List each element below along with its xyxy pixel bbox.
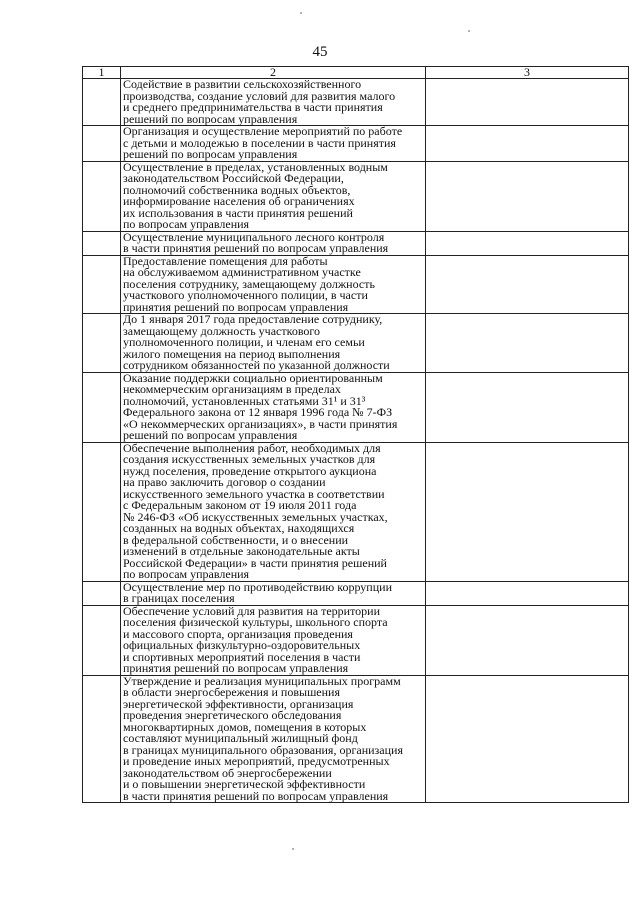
row-number-cell (83, 79, 121, 126)
power-description-cell (121, 675, 426, 803)
description-line: участкового уполномоченного полиции, в части (123, 288, 368, 302)
description-line: в границах муниципального образования, организация (123, 742, 403, 757)
description-line: решений по вопросам управления (123, 428, 298, 442)
power-description (123, 79, 423, 125)
notes-cell (426, 79, 629, 126)
power-description (123, 603, 423, 675)
description-line: Организация и осуществление мероприятий по работе (123, 124, 403, 138)
column-header-2: 2 (121, 67, 426, 79)
notes-cell (426, 442, 629, 581)
power-description (123, 159, 423, 231)
description-line: законодательством об энергосбережении (123, 765, 332, 780)
description-line: на право заключить договор о создании (123, 475, 326, 489)
description-line: по вопросам управления (123, 217, 250, 231)
description-line: Оказание поддержки социально ориентированным (123, 370, 383, 385)
notes-cell (426, 581, 629, 605)
column-header-1: 1 (83, 67, 121, 79)
description-line: в части принятия решений по вопросам управления (123, 241, 389, 255)
description-line: решений по вопросам управления (123, 111, 298, 126)
description-line: энергетической эффективности, организация (123, 696, 354, 711)
power-description-cell (121, 126, 426, 162)
description-line: в границах поселения (123, 591, 235, 605)
notes-cell (426, 126, 629, 162)
description-line: и проведение иных мероприятий, предусмотренных (123, 754, 390, 768)
description-line: Содействие в развитии сельскохозяйственного (123, 77, 362, 91)
table-row (83, 442, 629, 581)
page-number: 45 (312, 44, 328, 60)
power-description-cell (121, 79, 426, 126)
description-line: решений по вопросам управления (123, 147, 298, 161)
description-line: полномочий, установленных статьями 31¹ и 31³ (123, 393, 366, 408)
power-description-cell (121, 231, 426, 255)
table-row (83, 126, 629, 162)
description-line: в федеральной собственности, и о внесении (123, 532, 349, 547)
row-number-cell (83, 605, 121, 675)
table-row (83, 314, 629, 373)
description-line: До 1 января 2017 года предоставление сотруднику, (123, 312, 383, 326)
table-row (83, 255, 629, 314)
description-line: с Федеральным законом от 19 июля 2011 года (123, 498, 357, 512)
description-line: Обеспечение условий для развития на территории (123, 603, 380, 618)
description-line: и о повышении энергетической эффективности (123, 777, 366, 791)
description-line: Предоставление помещения для работы (123, 253, 328, 268)
description-line: Утверждение и реализация муниципальных программ (123, 673, 401, 688)
description-line: создания искусственных земельных участков для (123, 452, 376, 466)
description-line: некоммерческим организациям в пределах (123, 382, 341, 396)
powers-table (82, 66, 629, 803)
description-line: Российской Федерации» в части принятия решений (123, 555, 387, 570)
power-description-cell (121, 314, 426, 373)
description-line: созданных на водных объектах, находящихся (123, 521, 355, 535)
table-row (83, 605, 629, 675)
description-line: сотрудником обязанностей по указанной должности (123, 358, 390, 372)
notes-cell (426, 231, 629, 255)
table-row (83, 372, 629, 442)
description-line: поселения физической культуры, школьного спорта (123, 615, 388, 629)
description-line: Осуществление в пределах, установленных водным (123, 159, 388, 174)
power-description-cell (121, 255, 426, 314)
description-line: нужд поселения, проведение открытого аукциона (123, 463, 377, 478)
row-number-cell (83, 255, 121, 314)
scan-speck (300, 12, 302, 14)
description-line: и среднего предпринимательства в части принятия (123, 100, 383, 114)
description-line: и спортивных мероприятий поселения в части (123, 649, 361, 664)
power-description (123, 673, 423, 803)
description-line: проведения энергетического обследования (123, 708, 342, 722)
row-number-cell (83, 442, 121, 581)
description-line: искусственного земельного участка в соответствии (123, 486, 385, 501)
row-number-cell (83, 581, 121, 605)
table-row (83, 675, 629, 803)
notes-cell (426, 161, 629, 231)
description-line: официальных физкультурно-оздоровительных (123, 638, 361, 652)
notes-cell (426, 255, 629, 314)
description-line: принятия решений по вопросам управления (123, 299, 349, 314)
table-row (83, 161, 629, 231)
description-line: уполномоченного полиции, и членам его семьи (123, 335, 365, 349)
scan-speck (292, 848, 294, 850)
description-line: № 246-ФЗ «Об искусственных земельных участках, (123, 509, 388, 524)
table-row (83, 231, 629, 255)
description-line: Обеспечение выполнения работ, необходимых для (123, 440, 381, 455)
table-row (83, 79, 629, 126)
column-header-3: 3 (426, 67, 629, 79)
row-number-cell (83, 126, 121, 162)
power-description (123, 229, 423, 255)
row-number-cell (83, 161, 121, 231)
power-description (123, 126, 423, 161)
description-line: изменений в отдельные законодательные акты (123, 544, 360, 558)
notes-cell (426, 675, 629, 803)
description-line: с детьми и молодежью в поселении в части принятия (123, 135, 396, 150)
row-number-cell (83, 231, 121, 255)
power-description-cell (121, 605, 426, 675)
power-description (123, 440, 423, 581)
description-line: многоквартирных домов, помещения в которых (123, 719, 367, 734)
description-line: поселения сотруднику, замещающему должность (123, 276, 375, 291)
power-description (123, 579, 423, 605)
description-line: на обслуживаемом административном участке (123, 265, 361, 279)
description-line: жилого помещения на период выполнения (123, 346, 341, 361)
notes-cell (426, 314, 629, 373)
power-description-cell (121, 161, 426, 231)
description-line: принятия решений по вопросам управления (123, 661, 349, 675)
description-line: Осуществление мер по противодействию коррупции (123, 579, 392, 594)
description-line: по вопросам управления (123, 567, 250, 581)
row-number-cell (83, 314, 121, 373)
description-line: производства, создание условий для развития малого (123, 88, 396, 103)
power-description-cell (121, 372, 426, 442)
power-description-cell (121, 581, 426, 605)
notes-cell (426, 605, 629, 675)
table-row (83, 581, 629, 605)
description-line: Федерального закона от 12 января 1996 года № 7-ФЗ (123, 405, 393, 419)
description-line: Осуществление муниципального лесного контроля (123, 229, 385, 244)
description-line: их использования в части принятия решений (123, 205, 353, 220)
row-number-cell (83, 372, 121, 442)
scan-speck (468, 30, 470, 32)
description-line: в области энергосбережения и повышения (123, 685, 340, 699)
power-description (123, 370, 423, 442)
description-line: полномочий собственника водных объектов, (123, 182, 351, 197)
description-line: «О некоммерческих организациях», в части принятия (123, 416, 398, 431)
description-line: законодательством Российской Федерации, (123, 171, 344, 185)
power-description-cell (121, 442, 426, 581)
table-body (83, 79, 629, 803)
description-line: информирование населения об ограничениях (123, 194, 355, 208)
description-line: и массового спорта, организация проведения (123, 626, 353, 641)
description-line: в части принятия решений по вопросам управления (123, 788, 389, 803)
notes-cell (426, 372, 629, 442)
description-line: составляют муниципальный жилищный фонд (123, 731, 358, 745)
power-description (123, 253, 423, 314)
power-description (123, 314, 423, 372)
row-number-cell (83, 675, 121, 803)
description-line: замещающему должность участкового (123, 323, 321, 338)
